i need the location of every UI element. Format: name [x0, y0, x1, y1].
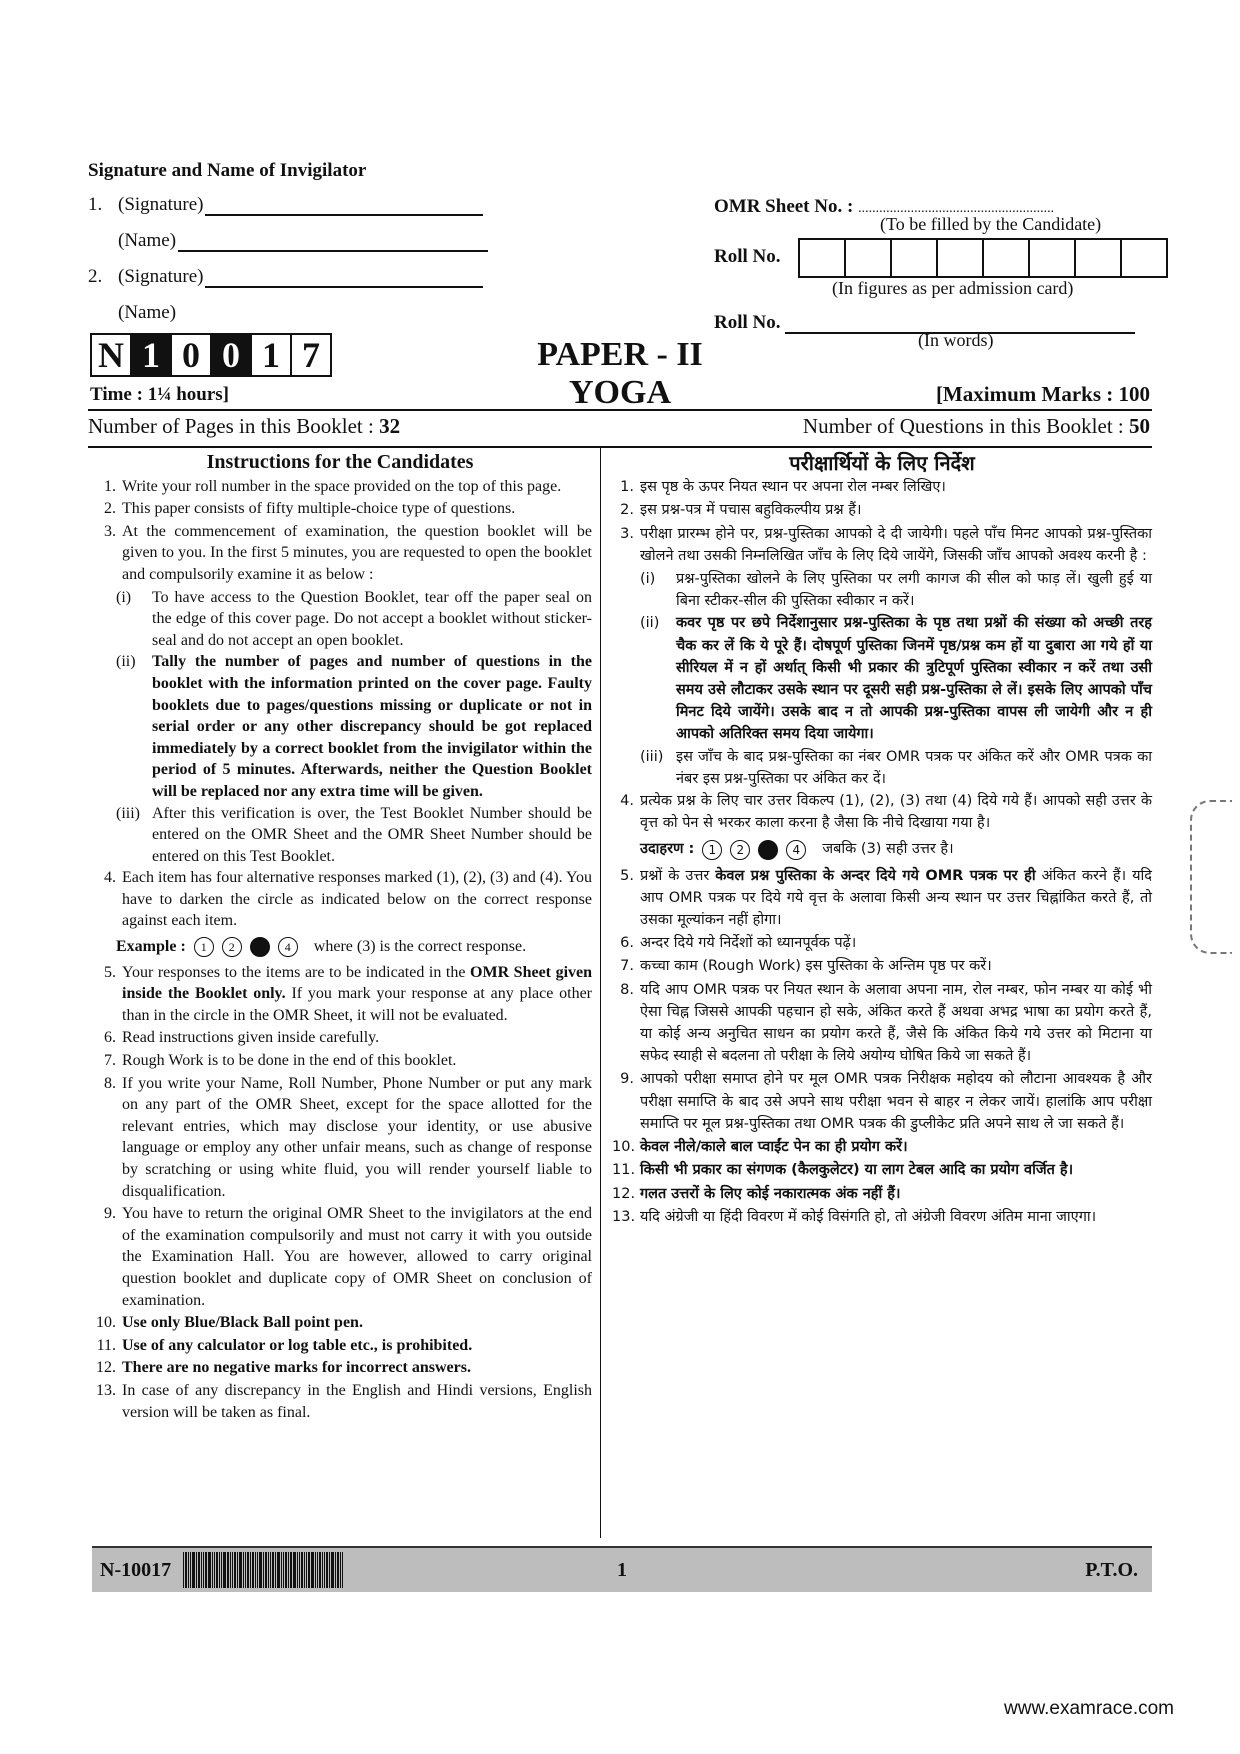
- roll-number-boxes[interactable]: [800, 238, 1168, 278]
- subject-title: YOGA: [569, 374, 671, 411]
- roll-words-note: (In words): [918, 330, 994, 350]
- list-item: 11. किसी भी प्रकार का संगणक (कैलकुलेटर) या लाग टेबल आदि का प्रयोग वर्जित है।: [612, 1162, 1074, 1179]
- list-item: (ii) कवर पृष्ठ पर छपे निर्देशानुसार प्रश्न-पुस्तिका के पृष्ठ तथा प्रश्नों की संख्या को अच्छी तरह चैक कर लें कि ये पूरे हैं। दोषपूर्ण पुस्तिका जिनमें पृष्ठ/प्रश्न कम हों या दुबारा आ गये हों या सीरियल में न हों अर्थात् किसी भी प्रकार की त्रुटिपूर्ण पुस्तिका स्वीकार न करें तथा उसी समय उसे लौटाकर उसके स्थान पर दूसरी सही प्रश्न-पुस्तिका ले लें। इसके लिए आपको पाँच मिनट दिये जायेंगे। उसके बाद न तो आपकी प्रश्न-पुस्तिका वापस ली जायेगी और न ही आपको अतिरिक्त समय दिया जायेगा।: [640, 615, 1152, 743]
- list-item: 7. Rough Work is to be done in the end of this booklet.: [104, 1052, 457, 1070]
- list-item: 10. Use only Blue/Black Ball point pen.: [96, 1314, 363, 1332]
- list-item: 9. आपको परीक्षा समाप्त होने पर मूल OMR पत्रक निरीक्षक महोदय को लौटाना आवश्यक है और परीक्षा समाप्ति के बाद उसे अपने साथ परीक्षा भवन से बाहर न लेकर जायें। हालांकि आप परीक्षा समाप्ति पर मूल प्रश्न-पुस्तिका तथा OMR पत्रक की डुप्लीकेट प्रति अपने साथ ले जा सकते हैं।: [620, 1071, 1152, 1132]
- list-item: 9. You have to return the original OMR Sheet to the invigilators at the end of the examination compulsorily and must not carry it with you outside the Examination Hall. You are however, allowed to carry original question booklet and duplicate copy of OMR Sheet on conclusion of examination.: [104, 1205, 592, 1309]
- paper-title: PAPER - II: [537, 336, 703, 373]
- list-item: 12. There are no negative marks for incorrect answers.: [96, 1359, 471, 1377]
- omr-sheet-number: OMR Sheet No. : ........................................................: [714, 196, 1055, 217]
- count-rule: [88, 446, 1152, 448]
- invigilator-signature-2: 2. (Signature): [88, 266, 483, 288]
- cut-mark: [1190, 800, 1232, 954]
- name-1-line[interactable]: [178, 250, 488, 252]
- list-item: 12. गलत उत्तरों के लिए कोई नकारात्मक अंक नहीं हैं।: [612, 1185, 901, 1202]
- list-item: 1. इस पृष्ठ के ऊपर नियत स्थान पर अपना रोल नम्बर लिखिए।: [620, 479, 946, 496]
- example-row: उदाहरण : 1 2 4 जबकि (3) सही उत्तर है।: [640, 838, 1152, 860]
- omr-number-field[interactable]: ........................................................: [858, 201, 1055, 216]
- list-item: 13. यदि अंग्रेजी या हिंदी विवरण में कोई विसंगति हो, तो अंग्रेजी विवरण अंतिम माना जाएगा।: [612, 1208, 1097, 1225]
- list-item: 3. परीक्षा प्रारम्भ होने पर, प्रश्न-पुस्तिका आपको दे दी जायेगी। पहले पाँच मिनट आपको प्रश्न-पुस्तिका खोलने तथा उसकी निम्नलिखित जाँच के लिए दिये जायेंगे, जिसकी जाँच आपको अवश्य करनी है :: [620, 525, 1152, 564]
- list-item: 11. Use of any calculator or log table etc., is prohibited.: [96, 1336, 473, 1354]
- pages-count: Number of Pages in this Booklet : 32: [88, 414, 401, 438]
- list-item: 13. In case of any discrepancy in the English and Hindi versions, English version will be taken as final.: [96, 1381, 592, 1421]
- list-item: 5. प्रश्नों के उत्तर केवल प्रश्न पुस्तिका के अन्दर दिये गये OMR पत्रक पर ही अंकित करने हैं। यदि आप OMR पत्रक पर दिये गये वृत्त के अलावा किसी अन्य स्थान पर उत्तर चिह्नांकित करते हैं, तो उसका मूल्यांकन नहीं होगा।: [620, 867, 1152, 929]
- english-instructions-title: Instructions for the Candidates: [206, 451, 474, 473]
- signature-1-line[interactable]: [205, 214, 483, 216]
- list-item: 8. If you write your Name, Roll Number, Phone Number or put any mark on any part of the OMR Sheet, except for the space allotted for the relevant entries, which may disclose your identity, or use abusive language or employ any other unfair means, such as change of response by scratching or using white fluid, you will render yourself liable to disqualification.: [104, 1074, 592, 1200]
- list-item: 7. कच्चा काम (Rough Work) इस पुस्तिका के अन्तिम पृष्ठ पर करें।: [620, 958, 992, 975]
- invigilator-name-1: (Name): [118, 230, 488, 252]
- page-number: 1: [617, 1558, 627, 1581]
- list-item: (iii) इस जाँच के बाद प्रश्न-पुस्तिका का नंबर OMR पत्रक पर अंकित करें और OMR पत्रक का नंबर इस प्रश्न-पुस्तिका पर अंकित कर दें।: [640, 748, 1152, 787]
- list-item: 6. Read instructions given inside carefully.: [104, 1029, 380, 1047]
- list-item: 4. प्रत्येक प्रश्न के लिए चार उत्तर विकल्प (1), (2), (3) तथा (4) दिये गये हैं। आपको सही उत्तर के वृत्त को पेन से भरकर काला करना है जैसा कि नीचे दिखाया गया है।: [620, 793, 1152, 832]
- pto-label: P.T.O.: [1085, 1558, 1138, 1581]
- list-item: 4. Each item has four alternative responses marked (1), (2), (3) and (4). You have to darken the circle as indicated below on the correct response against each item.: [104, 869, 592, 930]
- time-duration: Time : 1¼ hours]: [90, 384, 229, 405]
- example-row: Example : 1 2 4 where (3) is the correct response.: [116, 938, 527, 956]
- hindi-instructions-title: परीक्षार्थियों के लिए निर्देश: [789, 451, 975, 475]
- list-item: 3. At the commencement of examination, the question booklet will be given to you. In the first 5 minutes, you are requested to open the booklet and compulsorily examine it as below :: [104, 522, 592, 583]
- list-item: 10. केवल नीले/काले बाल प्वाईंट पेन का ही प्रयोग करें।: [612, 1139, 908, 1156]
- list-item: 5. Your responses to the items are to be indicated in the OMR Sheet given inside the Booklet only. If you mark your response at any place other than in the circle in the OMR Sheet, it will not be evaluated.: [104, 963, 593, 1024]
- option-circle-icon: 2: [222, 937, 242, 957]
- signature-2-line[interactable]: [205, 286, 483, 288]
- website-watermark: www.examrace.com: [1004, 1698, 1174, 1719]
- list-item: (iii) After this verification is over, the Test Booklet Number should be entered on the OMR Sheet and the OMR Sheet Number should be entered on this Test Booklet.: [116, 804, 592, 865]
- maximum-marks: [Maximum Marks : 100: [935, 382, 1150, 406]
- roll-words: Roll No.: [714, 312, 1135, 334]
- hindi-instructions: [612, 452, 1152, 1229]
- footer-bar: [92, 1546, 1152, 1592]
- option-circle-icon: 4: [786, 840, 806, 860]
- english-instructions: [88, 452, 592, 1424]
- list-item: 6. अन्दर दिये गये निर्देशों को ध्यानपूर्वक पढ़ें।: [620, 935, 857, 952]
- booklet-code: N-10017: [100, 1558, 172, 1581]
- invigilator-signature-1: 1. (Signature): [88, 194, 483, 216]
- roll-number-label: Roll No.: [714, 246, 781, 267]
- questions-count: Number of Questions in this Booklet : 50: [802, 414, 1150, 438]
- option-circle-icon: 1: [702, 840, 722, 860]
- invigilator-title: Signature and Name of Invigilator: [88, 160, 367, 181]
- paper-code-boxes: N 1 0 0 1 7: [92, 333, 332, 377]
- column-divider: [600, 448, 601, 1538]
- omr-note: (To be filled by the Candidate): [880, 214, 1102, 234]
- roll-figures-note: (In figures as per admission card): [832, 278, 1074, 298]
- list-item: (i) प्रश्न-पुस्तिका खोलने के लिए पुस्तिका पर लगी कागज की सील को फाड़ लें। खुली हुई या बिना स्टीकर-सील की पुस्तिका स्वीकार न करें।: [640, 571, 1152, 610]
- list-item: (ii) Tally the number of pages and number of questions in the booklet with the information printed on the cover page. Faulty booklets due to pages/questions missing or duplicate or not in serial order or any other discrepancy should be got replaced immediately by a correct booklet from the invigilator within the period of 5 minutes. Afterwards, neither the Question Booklet will be replaced nor any extra time will be given.: [116, 653, 592, 800]
- list-item: 1. Write your roll number in the space provided on the top of this page.: [104, 477, 562, 495]
- header-rule: [88, 409, 1152, 411]
- option-circle-icon: 2: [730, 840, 750, 860]
- option-circle-icon: 1: [194, 937, 214, 957]
- invigilator-name-2: (Name): [118, 302, 177, 323]
- list-item: 8. यदि आप OMR पत्रक पर नियत स्थान के अलावा अपना नाम, रोल नम्बर, फोन नम्बर या कोई भी ऐसा चिह्न जिससे आपकी पहचान हो सके, अंकित करते हैं अथवा अभद्र भाषा का प्रयोग करते हैं, या कोई अन्य अनुचित साधन का प्रयोग करते हैं, जैसे कि अंकित किये गये उत्तर को मिटाना या सफेद स्याही से बदलना तो परीक्षा के लिये अयोग्य घोषित किये जा सकते हैं।: [620, 981, 1152, 1065]
- list-item: 2. इस प्रश्न-पत्र में पचास बहुविकल्पीय प्रश्न हैं।: [620, 502, 862, 519]
- filled-circle-icon: [250, 937, 270, 957]
- option-circle-icon: 4: [278, 937, 298, 957]
- filled-circle-icon: [758, 840, 778, 860]
- list-item: 2. This paper consists of fifty multiple-choice type of questions.: [104, 500, 516, 518]
- list-item: (i) To have access to the Question Booklet, tear off the paper seal on the edge of this cover page. Do not accept a booklet without sticker-seal and do not accept an open booklet.: [116, 588, 592, 649]
